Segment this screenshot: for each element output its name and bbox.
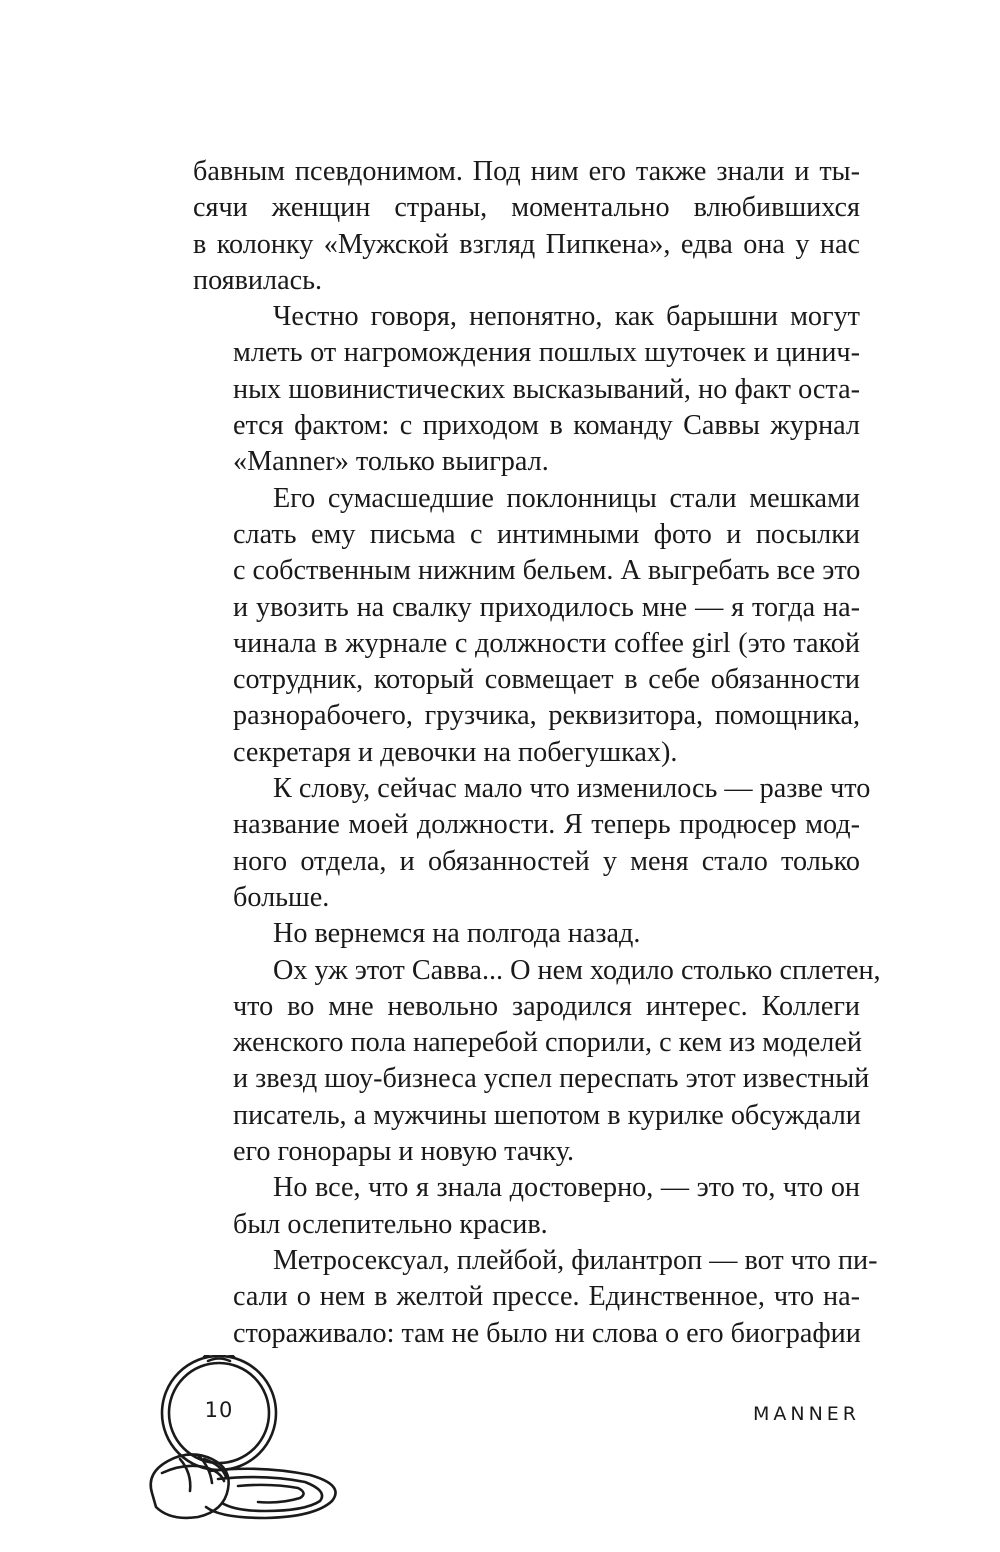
text-line: стораживало: там не было ни слова о его биографии: [233, 1317, 861, 1349]
text-line: писатель, а мужчины шепотом в курилке обсуждали: [233, 1099, 861, 1131]
page-number: 10: [204, 1398, 234, 1422]
text-line: млеть от нагромождения пошлых шуточек и цинич-: [233, 337, 860, 369]
body-text: [193, 154, 881, 1352]
text-line: ного отдела, и обязанностей у меня стало только: [233, 845, 860, 877]
paragraph-5: [193, 916, 860, 952]
text-line: в колонку «Мужской взгляд Пипкена», едва она у нас: [193, 228, 860, 260]
paragraph-4: [193, 771, 871, 916]
text-line: появилась.: [193, 264, 322, 296]
text-line: К слову, сейчас мало что изменилось — разве что: [273, 773, 871, 805]
text-line: слать ему письма с интимными фото и посылки: [233, 518, 860, 550]
text-line: Но вернемся на полгода назад.: [273, 918, 641, 950]
text-line: и звезд шоу-бизнеса успел переспать этот известный: [233, 1063, 870, 1095]
text-line: Его сумасшедшие поклонницы стали мешками: [273, 482, 860, 514]
text-line: что во мне невольно зародился интерес. Коллеги: [233, 990, 860, 1022]
paragraph-6: [193, 953, 881, 1171]
text-line: женского пола наперебой спорили, с кем из моделей: [233, 1027, 862, 1059]
text-line: ных шовинистических высказываний, но факт оста-: [233, 373, 860, 405]
powder-compact-icon: [140, 1355, 355, 1525]
text-line: Но все, что я знала достоверно, — это то, что он: [273, 1172, 860, 1204]
paragraph-2: [193, 299, 860, 480]
text-line: чинала в журнале с должности coffee girl (это такой: [233, 627, 860, 659]
text-line: сотрудник, который совмещает в себе обязанности: [233, 664, 860, 696]
text-line: сячи женщин страны, моментально влюбившихся: [193, 192, 860, 224]
text-line: ется фактом: с приходом в команду Саввы журнал: [233, 410, 860, 442]
text-line: название моей должности. Я теперь продюсер мод-: [233, 809, 860, 841]
paragraph-1: [193, 154, 860, 299]
paragraph-3: [193, 481, 860, 771]
text-line: Метросексуал, плейбой, филантроп — вот что пи-: [273, 1244, 878, 1276]
text-line: больше.: [233, 881, 330, 913]
text-line: с собственным нижним бельем. А выгребать все это: [233, 555, 861, 587]
text-line: бавным псевдонимом. Под ним его также знали и ты-: [193, 156, 860, 187]
text-line: секретаря и девочки на побегушках).: [233, 736, 678, 768]
text-line: Честно говоря, непонятно, как барышни могут: [273, 301, 860, 333]
text-line: Ох уж этот Савва... О нем ходило столько сплетен,: [273, 954, 881, 986]
text-line: его гонорары и новую тачку.: [233, 1136, 575, 1168]
text-line: «Manner» только выиграл.: [233, 446, 549, 478]
text-line: сали о нем в желтой прессе. Единственное, что на-: [233, 1281, 860, 1313]
paragraph-8: [193, 1243, 878, 1352]
text-line: был ослепительно красив.: [233, 1208, 548, 1240]
running-title: MANNER: [752, 1403, 860, 1425]
text-line: и увозить на свалку приходилось мне — я тогда на-: [233, 591, 860, 623]
text-line: разнорабочего, грузчика, реквизитора, помощника,: [233, 700, 860, 732]
paragraph-7: [193, 1170, 860, 1243]
